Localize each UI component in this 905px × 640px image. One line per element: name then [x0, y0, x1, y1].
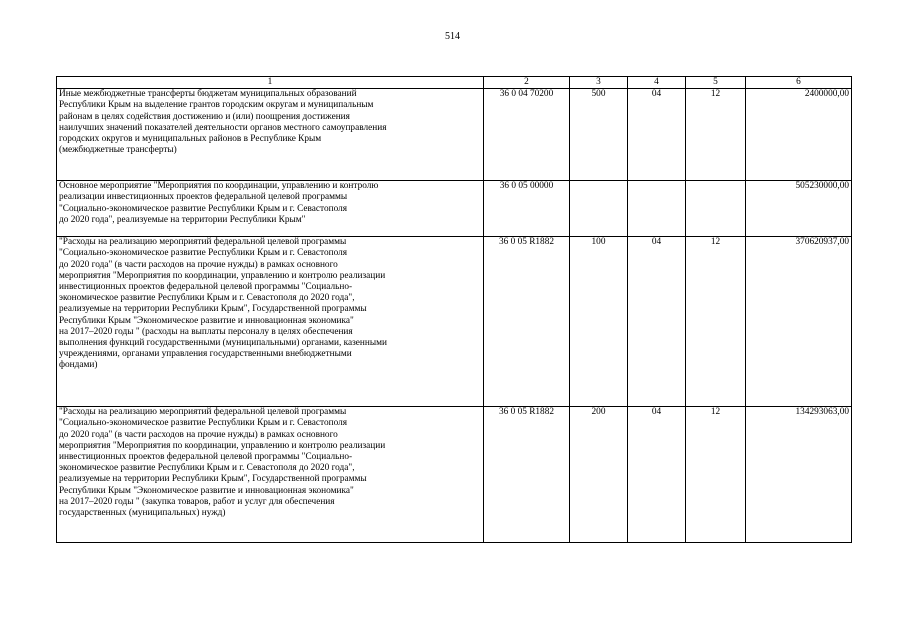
description-line: Республики Крым "Экономическое развитие и инновационная экономика"	[59, 315, 354, 326]
description-line: реализуемые на территории Республики Крым", Государственной программы	[59, 304, 367, 315]
description-line: до 2020 года", реализуемые на территории Республики Крым"	[59, 214, 306, 225]
row-amount: 505230000,00	[746, 181, 852, 237]
row-target-code: 36 0 05 R1882	[484, 407, 570, 543]
description-line: мероприятия "Мероприятия по координации, управлению и контролю реализации	[59, 440, 386, 451]
row-description	[57, 237, 484, 407]
row-subsection	[686, 181, 746, 237]
row-section	[628, 181, 686, 237]
header-col-4: 4	[628, 77, 686, 89]
description-line: "Социально-экономическое развитие Республики Крым и г. Севастополя	[59, 203, 348, 214]
row-description	[57, 181, 484, 237]
row-target-code: 36 0 05 00000	[484, 181, 570, 237]
description-line: до 2020 года" (в части расходов на прочие нужды) в рамках основного	[59, 259, 338, 270]
row-description	[57, 89, 484, 181]
description-line: реализуемые на территории Республики Крым", Государственной программы	[59, 474, 367, 485]
description-line: на 2017–2020 годы " (расходы на выплаты персоналу в целях обеспечения	[59, 326, 353, 337]
description-line: "Социально-экономическое развитие Республики Крым и г. Севастополя	[59, 418, 348, 429]
header-col-6: 6	[746, 77, 852, 89]
table-body	[57, 89, 852, 543]
description-line: "Социально-экономическое развитие Республики Крым и г. Севастополя	[59, 248, 348, 259]
description-line: Иные межбюджетные трансферты бюджетам муниципальных образований	[59, 89, 357, 100]
description-line: инвестиционных проектов федеральной целевой программы "Социально-	[59, 452, 353, 463]
table-header	[57, 77, 852, 89]
description-line: (межбюджетные трансферты)	[59, 145, 177, 156]
page-number: 514	[445, 31, 460, 42]
description-line: экономическое развитие Республики Крым и г. Севастополя до 2020 года",	[59, 463, 355, 474]
description-line: Республики Крым на выделение грантов городским округам и муниципальным	[59, 100, 374, 111]
row-amount: 370620937,00	[746, 237, 852, 407]
header-col-2: 2	[484, 77, 570, 89]
budget-table	[56, 76, 852, 543]
table-row	[57, 237, 852, 407]
row-description	[57, 407, 484, 543]
row-target-code: 36 0 04 70200	[484, 89, 570, 181]
description-line: районам в целях содействия достижению и (или) поощрения достижения	[59, 111, 350, 122]
row-expense-type	[570, 181, 628, 237]
description-line: реализации инвестиционных проектов федеральной целевой программы	[59, 192, 348, 203]
description-line: инвестиционных проектов федеральной целевой программы "Социально-	[59, 282, 353, 293]
row-section: 04	[628, 237, 686, 407]
row-expense-type: 100	[570, 237, 628, 407]
row-target-code: 36 0 05 R1882	[484, 237, 570, 407]
row-section: 04	[628, 407, 686, 543]
description-line: экономическое развитие Республики Крым и г. Севастополя до 2020 года",	[59, 293, 355, 304]
row-amount: 2400000,00	[746, 89, 852, 181]
description-line: городских округов и муниципальных районов в Республике Крым	[59, 134, 322, 145]
row-amount: 134293063,00	[746, 407, 852, 543]
description-line: учреждениями, органами управления государственными внебюджетными	[59, 349, 352, 360]
row-section: 04	[628, 89, 686, 181]
description-line: на 2017–2020 годы " (закупка товаров, работ и услуг для обеспечения	[59, 496, 335, 507]
row-expense-type: 200	[570, 407, 628, 543]
description-line: выполнения функций государственными (муниципальными) органами, казенными	[59, 338, 387, 349]
description-line: до 2020 года" (в части расходов на прочие нужды) в рамках основного	[59, 429, 338, 440]
description-line: наилучших значений показателей деятельности органов местного самоуправления	[59, 122, 387, 133]
table-row	[57, 407, 852, 543]
table-row	[57, 181, 852, 237]
row-subsection: 12	[686, 407, 746, 543]
description-line: "Расходы на реализацию мероприятий федеральной целевой программы	[59, 407, 347, 418]
header-col-5: 5	[686, 77, 746, 89]
description-line: мероприятия "Мероприятия по координации, управлению и контролю реализации	[59, 270, 386, 281]
header-col-1: 1	[57, 77, 484, 89]
table-row	[57, 89, 852, 181]
description-line: фондами)	[59, 360, 98, 371]
header-row	[57, 77, 852, 89]
description-line: Республики Крым "Экономическое развитие и инновационная экономика"	[59, 485, 354, 496]
description-line: государственных (муниципальных) нужд)	[59, 508, 226, 519]
row-subsection: 12	[686, 89, 746, 181]
description-line: Основное мероприятие "Мероприятия по координации, управлению и контролю	[59, 181, 379, 192]
header-col-3: 3	[570, 77, 628, 89]
row-subsection: 12	[686, 237, 746, 407]
row-expense-type: 500	[570, 89, 628, 181]
description-line: "Расходы на реализацию мероприятий федеральной целевой программы	[59, 237, 347, 248]
